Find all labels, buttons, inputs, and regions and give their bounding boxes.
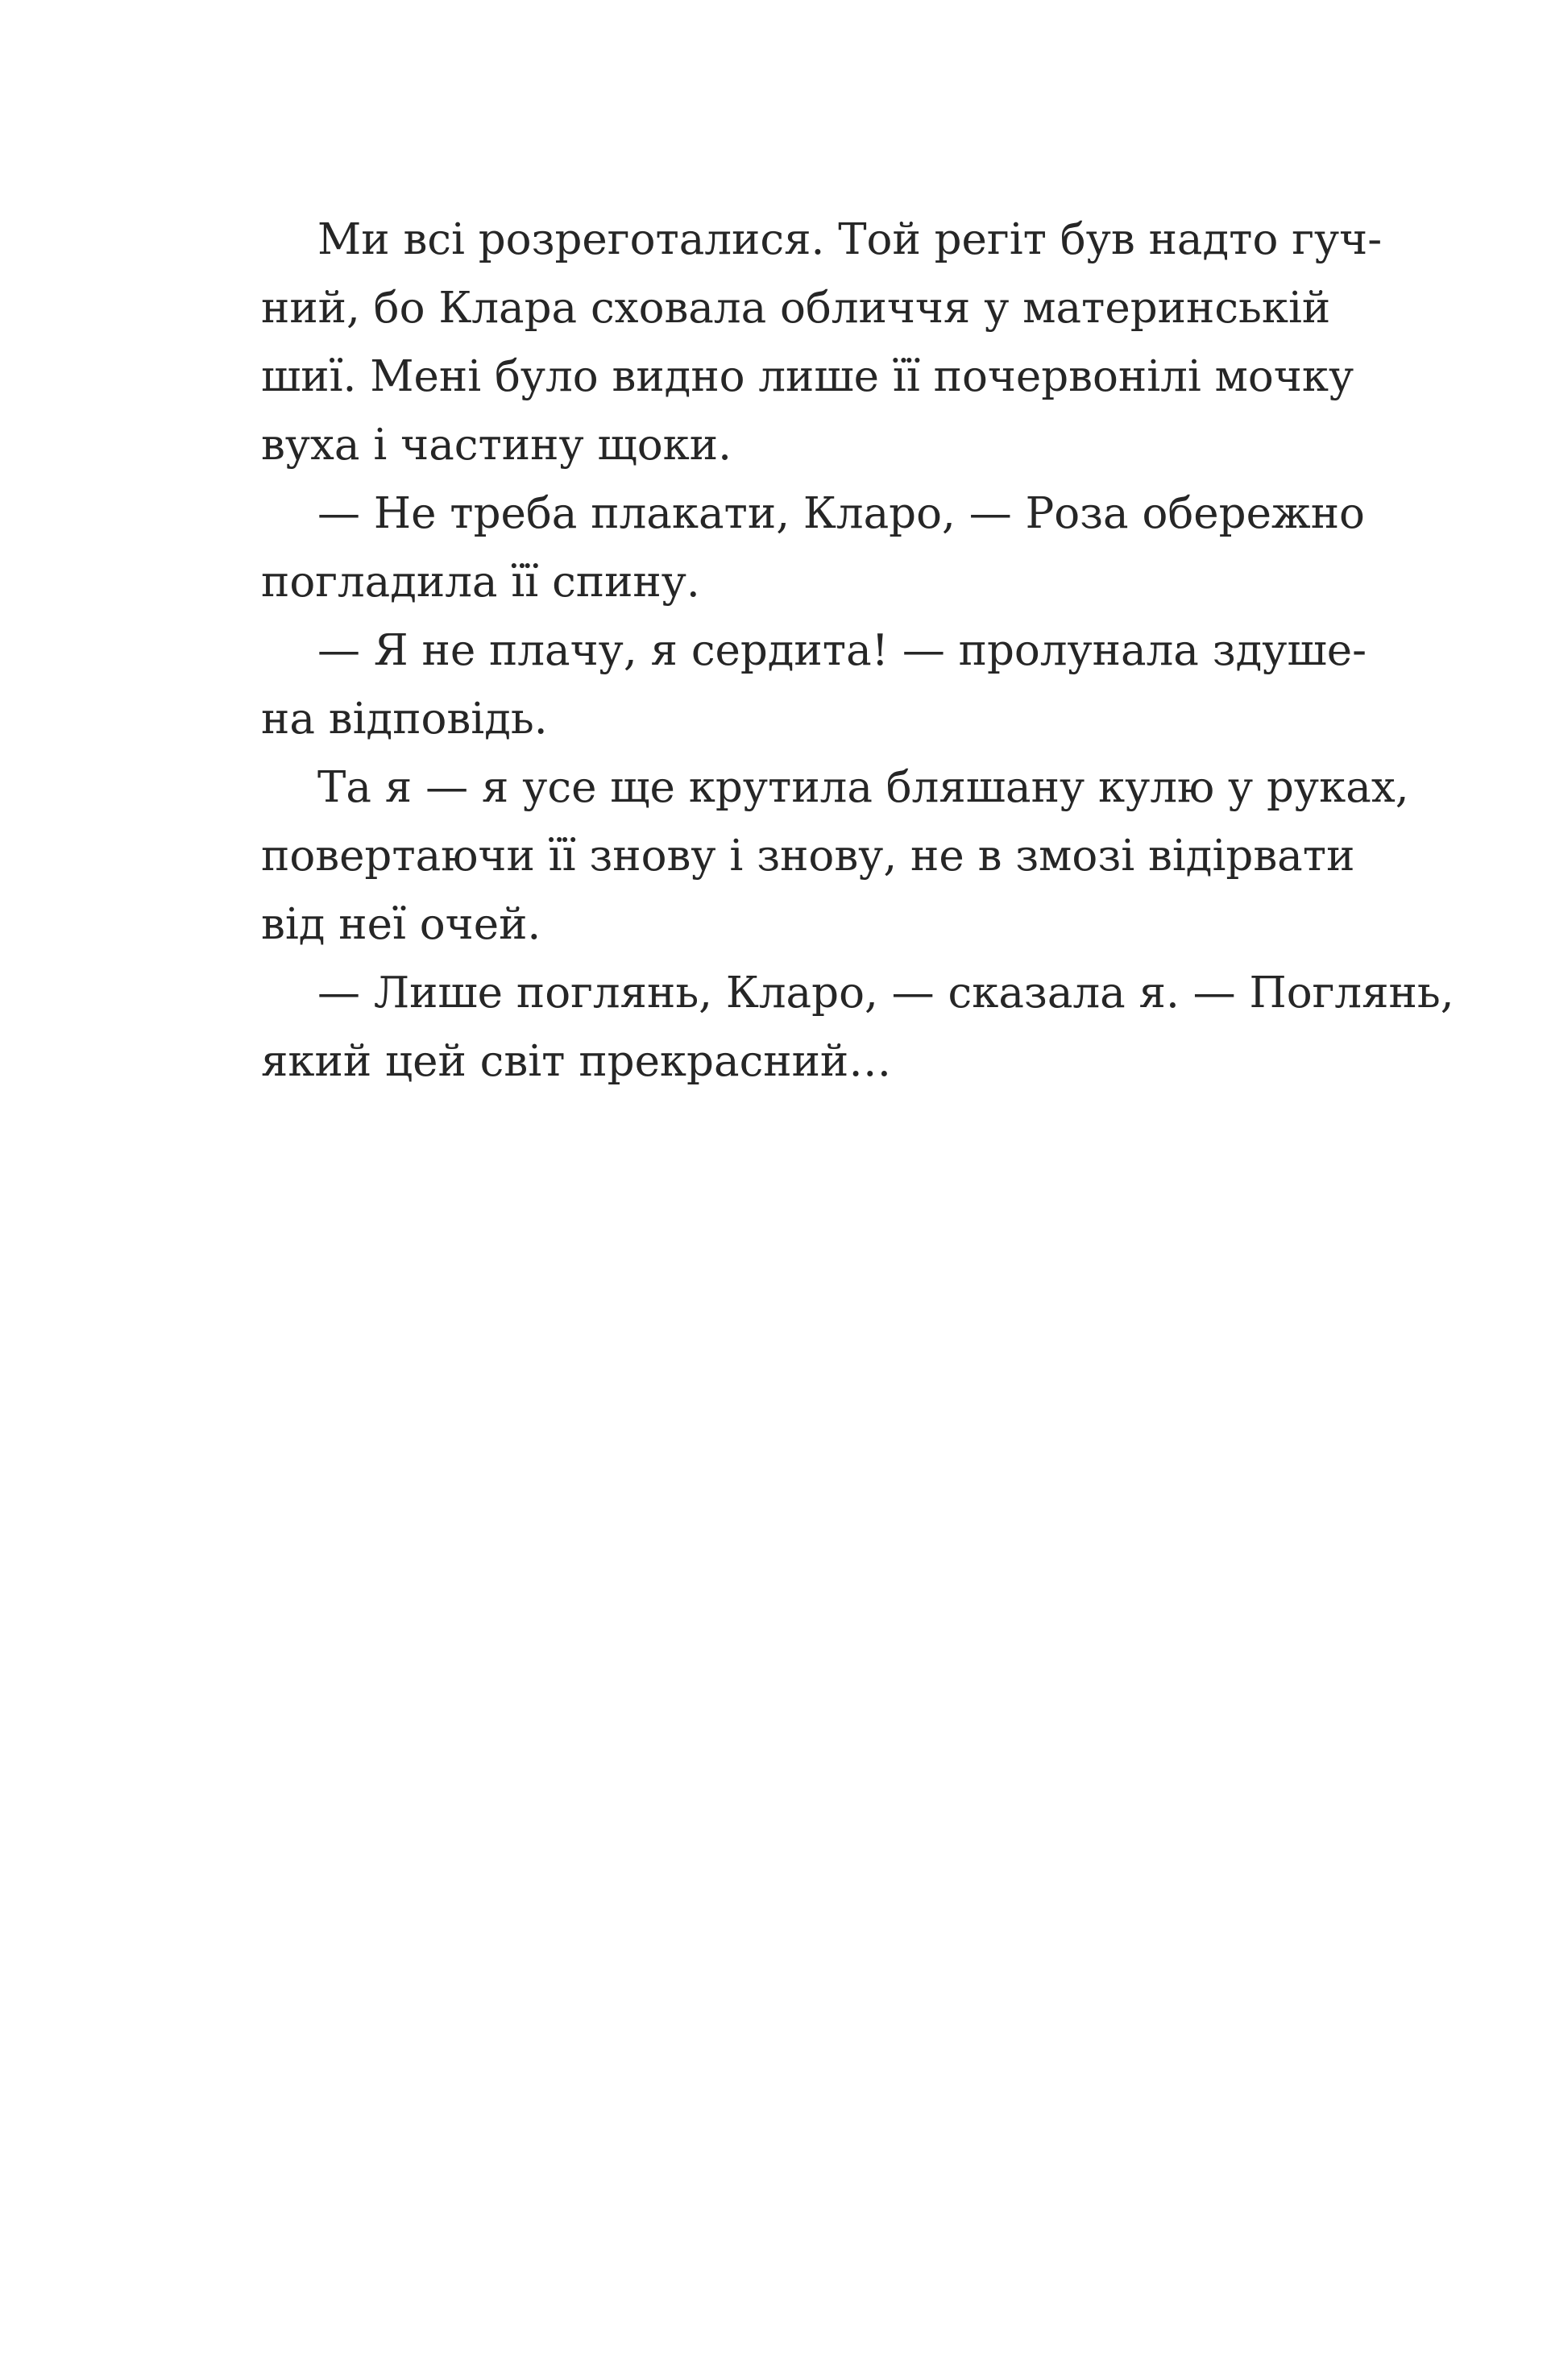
text-line: повертаючи її знову і знову, не в змозі відірвати (261, 831, 1355, 881)
text-line: шиї. Мені було видно лише її почервонілі мочку (261, 352, 1354, 401)
text-line: від неї очей. (261, 900, 541, 949)
text-line: Та я — я усе ще крутила бляшану кулю у руках, (317, 763, 1409, 812)
text-line: погладила її спину. (261, 558, 700, 607)
text-line: на відповідь. (261, 695, 548, 744)
text-line: який цей світ прекрасний… (261, 1037, 892, 1086)
text-line: — Лише поглянь, Кларо, — сказала я. — Поглянь, (317, 968, 1454, 1018)
text-line: вуха і частину щоки. (261, 421, 732, 470)
text-line: — Я не плачу, я сердита! — пролунала здуше- (317, 626, 1367, 675)
text-line: — Не треба плакати, Кларо, — Роза обережно (317, 489, 1365, 538)
text-line: Ми всі розреготалися. Той регіт був надто гуч- (317, 215, 1383, 264)
text-line: ний, бо Клара сховала обличчя у материнській (261, 284, 1331, 333)
